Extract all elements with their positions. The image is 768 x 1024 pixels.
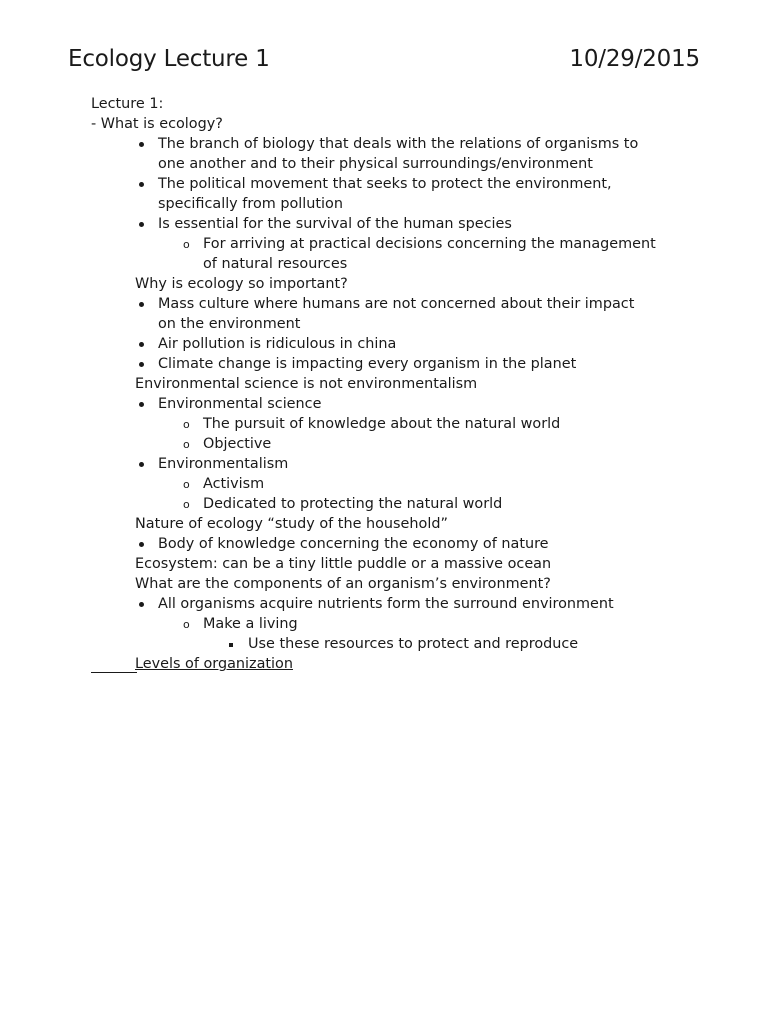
bullet-dot-icon bbox=[139, 302, 144, 307]
sub-list-item bbox=[0, 614, 768, 634]
notes-body bbox=[0, 94, 768, 674]
bullet-dot-icon bbox=[139, 142, 144, 147]
sub-list-item bbox=[0, 234, 768, 254]
list-item bbox=[0, 134, 768, 154]
list-item-text: one another and to their physical surroundings/environment bbox=[158, 156, 593, 172]
bullet-circle-icon: o bbox=[183, 438, 190, 451]
list-item-text: Body of knowledge concerning the economy of nature bbox=[158, 536, 549, 552]
sub-list-item-text: Objective bbox=[203, 436, 272, 452]
list-item-text: Climate change is impacting every organism in the planet bbox=[158, 356, 577, 372]
sub-list-item bbox=[0, 434, 768, 454]
bullet-circle-icon: o bbox=[183, 618, 190, 631]
bullet-dot-icon bbox=[139, 222, 144, 227]
sub-list-item-text: The pursuit of knowledge about the natural world bbox=[203, 416, 561, 432]
list-item bbox=[0, 594, 768, 614]
subsection-heading: Environmental science is not environmentalism bbox=[135, 376, 478, 392]
subsection-heading: Ecosystem: can be a tiny little puddle or a massive ocean bbox=[135, 556, 552, 572]
bullet-circle-icon: o bbox=[183, 238, 190, 251]
bullet-dot-icon bbox=[139, 362, 144, 367]
note-line bbox=[0, 554, 768, 574]
section-heading: Lecture 1: bbox=[91, 96, 164, 112]
sub-list-item-text: Dedicated to protecting the natural world bbox=[203, 496, 503, 512]
list-item-text: Air pollution is ridiculous in china bbox=[158, 336, 397, 352]
bullet-dot-icon bbox=[139, 462, 144, 467]
subsection-heading-underlined: Levels of organization bbox=[135, 656, 293, 672]
list-item-text: Is essential for the survival of the human species bbox=[158, 216, 512, 232]
note-line bbox=[0, 574, 768, 594]
bullet-dot-icon bbox=[139, 342, 144, 347]
note-line bbox=[0, 114, 768, 134]
sub-sub-list-item-text: Use these resources to protect and reproduce bbox=[248, 636, 579, 652]
list-item-text: The branch of biology that deals with the relations of organisms to bbox=[158, 136, 639, 152]
sub-sub-list-item bbox=[0, 634, 768, 654]
list-item bbox=[0, 454, 768, 474]
bullet-circle-icon: o bbox=[183, 478, 190, 491]
note-line bbox=[0, 94, 768, 114]
sub-list-item-text: Activism bbox=[203, 476, 265, 492]
sub-list-item bbox=[0, 474, 768, 494]
subsection-heading: Nature of ecology “study of the household” bbox=[135, 516, 448, 532]
bullet-dot-icon bbox=[139, 402, 144, 407]
list-item bbox=[0, 294, 768, 314]
list-item-text: specifically from pollution bbox=[158, 196, 343, 212]
list-item bbox=[0, 534, 768, 554]
bullet-dot-icon bbox=[139, 542, 144, 547]
document-title: Ecology Lecture 1 bbox=[68, 46, 270, 72]
list-item bbox=[0, 394, 768, 414]
list-item-text: Mass culture where humans are not concerned about their impact bbox=[158, 296, 635, 312]
list-item-continuation bbox=[0, 194, 768, 214]
tab-underline bbox=[91, 672, 137, 673]
sub-list-item bbox=[0, 494, 768, 514]
bullet-circle-icon: o bbox=[183, 498, 190, 511]
note-line bbox=[0, 514, 768, 534]
list-item-continuation bbox=[0, 154, 768, 174]
bullet-dot-icon bbox=[139, 602, 144, 607]
list-item bbox=[0, 334, 768, 354]
list-item-text: The political movement that seeks to protect the environment, bbox=[158, 176, 612, 192]
list-item-text: All organisms acquire nutrients form the surround environment bbox=[158, 596, 614, 612]
document-date: 10/29/2015 bbox=[569, 46, 700, 72]
note-line bbox=[0, 274, 768, 294]
note-line bbox=[0, 654, 768, 674]
sub-list-item-text: Make a living bbox=[203, 616, 298, 632]
list-item bbox=[0, 174, 768, 194]
sub-list-item-continuation bbox=[0, 254, 768, 274]
list-item bbox=[0, 354, 768, 374]
sub-list-item-text: of natural resources bbox=[203, 256, 348, 272]
note-line bbox=[0, 374, 768, 394]
list-item-text: on the environment bbox=[158, 316, 301, 332]
list-item-continuation bbox=[0, 314, 768, 334]
list-item-text: Environmentalism bbox=[158, 456, 289, 472]
sub-list-item bbox=[0, 414, 768, 434]
bullet-circle-icon: o bbox=[183, 418, 190, 431]
bullet-square-icon bbox=[229, 643, 233, 647]
subsection-heading: What are the components of an organism’s environment? bbox=[135, 576, 551, 592]
bullet-dot-icon bbox=[139, 182, 144, 187]
list-item-text: Environmental science bbox=[158, 396, 322, 412]
subsection-heading: Why is ecology so important? bbox=[135, 276, 348, 292]
list-item bbox=[0, 214, 768, 234]
sub-list-item-text: For arriving at practical decisions concerning the management bbox=[203, 236, 656, 252]
question-heading: - What is ecology? bbox=[91, 116, 223, 132]
